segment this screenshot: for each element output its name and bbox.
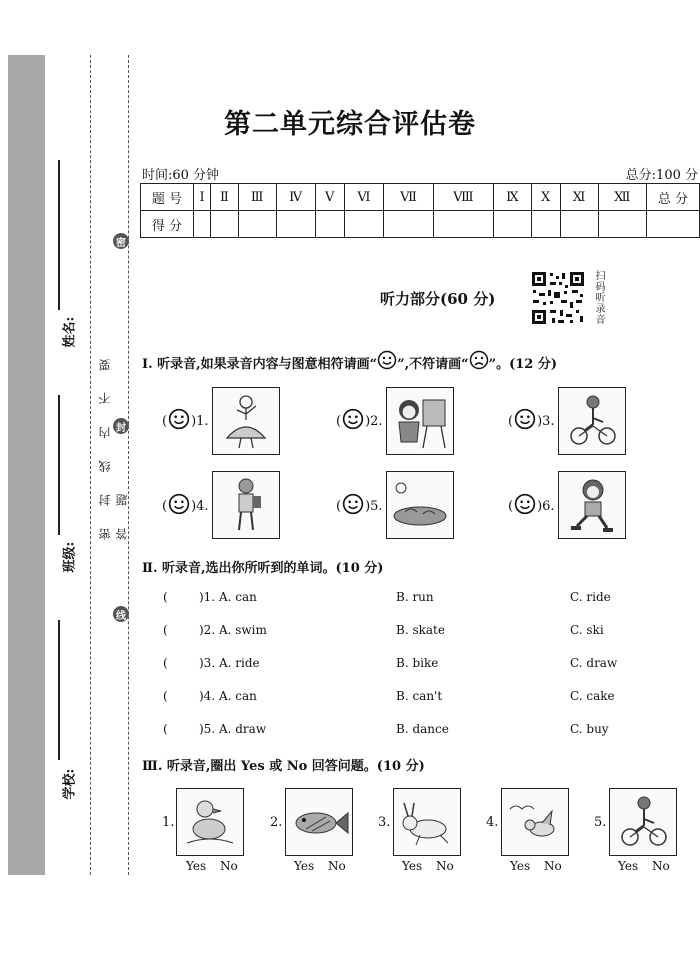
option-c: C. cake: [570, 689, 615, 703]
option-c: C. buy: [570, 722, 609, 736]
listening-heading: 听力部分(60 分): [380, 290, 496, 308]
name-label: 姓名:: [62, 316, 78, 348]
item-number: 4.: [486, 815, 499, 830]
duck-picture: [176, 788, 244, 856]
painting-girl-picture: [386, 387, 454, 455]
score-cell[interactable]: [647, 211, 700, 238]
score-cell[interactable]: [194, 211, 211, 238]
item-number: 1.: [162, 815, 175, 830]
score-header-cell: Ⅶ: [384, 184, 434, 211]
no-option[interactable]: No: [328, 859, 346, 873]
item-number: 5.: [370, 498, 383, 514]
score-header-cell: Ⅸ: [493, 184, 531, 211]
item-number: 3.: [378, 815, 391, 830]
option-c: C. ride: [570, 590, 611, 604]
s1-item-5[interactable]: ( ) 5.: [336, 493, 383, 519]
skating-kid-picture: [558, 471, 626, 539]
backpack-boy-picture: [212, 471, 280, 539]
option-b: B. bike: [396, 656, 439, 670]
score-cell[interactable]: [384, 211, 434, 238]
smiley-icon: [514, 408, 536, 434]
item-number: 1.: [196, 413, 209, 429]
item-number: 5.: [594, 815, 607, 830]
score-cell[interactable]: [238, 211, 276, 238]
school-underline: [58, 620, 60, 760]
option-a: )3. A. ride: [199, 656, 260, 670]
pond-picture: [386, 471, 454, 539]
rabbit-picture: [393, 788, 461, 856]
class-underline: [58, 395, 60, 535]
yes-option[interactable]: Yes: [402, 859, 423, 873]
seal-instruction: 密 封 线 内 不 要 答 题: [98, 349, 129, 540]
seal-mi: 密: [113, 233, 129, 249]
score-cell[interactable]: [211, 211, 239, 238]
option-c: C. ski: [570, 623, 604, 637]
score-header-cell: Ⅲ: [238, 184, 276, 211]
item-number: 2.: [370, 413, 383, 429]
no-option[interactable]: No: [652, 859, 670, 873]
seal-feng: 封: [113, 418, 129, 434]
option-b: B. run: [396, 590, 434, 604]
s1-item-6[interactable]: ( ) 6.: [508, 493, 555, 519]
qr-code-icon[interactable]: [530, 270, 586, 326]
class-label: 班级:: [62, 541, 78, 573]
score-value-row: [141, 211, 700, 238]
score-cell[interactable]: [276, 211, 315, 238]
score-header-cell: Ⅴ: [315, 184, 344, 211]
option-c: C. draw: [570, 656, 618, 670]
score-header-cell: Ⅹ: [531, 184, 560, 211]
time-label: 时间:60 分钟: [142, 168, 220, 183]
smiley-icon: [342, 408, 364, 434]
seal-line-dashed: [90, 55, 91, 875]
smiley-icon: [168, 408, 190, 434]
item-number: 4.: [196, 498, 209, 514]
score-cell[interactable]: [560, 211, 598, 238]
score-header-cell: Ⅰ: [194, 184, 211, 211]
score-cell[interactable]: [493, 211, 531, 238]
score-header-cell: Ⅷ: [433, 184, 493, 211]
item-number: 2.: [270, 815, 283, 830]
no-option[interactable]: No: [544, 859, 562, 873]
yes-option[interactable]: Yes: [510, 859, 531, 873]
s2-question-3[interactable]: ( )3. A. ride: [163, 656, 260, 670]
option-b: B. dance: [396, 722, 449, 736]
item-number: 6.: [542, 498, 555, 514]
binding-strip: [8, 55, 45, 875]
no-option[interactable]: No: [436, 859, 454, 873]
score-cell[interactable]: [315, 211, 344, 238]
score-header-cell: Ⅵ: [344, 184, 383, 211]
score-table: [140, 183, 700, 238]
yes-option[interactable]: Yes: [186, 859, 207, 873]
option-a: )5. A. draw: [199, 722, 267, 736]
section-2-heading: Ⅱ. 听录音,选出你所听到的单词。(10 分): [142, 561, 384, 576]
seal-xian: 线: [113, 606, 129, 622]
school-label: 学校:: [62, 768, 78, 800]
ballet-dancer-picture: [212, 387, 280, 455]
s2-question-4[interactable]: ( )4. A. can: [163, 689, 257, 703]
score-header-cell: Ⅱ: [211, 184, 239, 211]
s1-item-3[interactable]: ( ) 3.: [508, 408, 555, 434]
section-1-heading-post: ”。(12 分): [488, 356, 558, 372]
option-b: B. skate: [396, 623, 445, 637]
total-label: 总分:100 分: [625, 168, 698, 183]
score-header-cell: 总 分: [647, 184, 700, 211]
s1-item-2[interactable]: ( ) 2.: [336, 408, 383, 434]
score-cell[interactable]: [531, 211, 560, 238]
smiley-icon: [514, 493, 536, 519]
s1-item-4[interactable]: ( ) 4.: [162, 493, 209, 519]
name-underline: [58, 160, 60, 310]
section-1-heading: [142, 350, 557, 374]
fish-picture: [285, 788, 353, 856]
option-a: )2. A. swim: [199, 623, 267, 637]
score-header-cell: Ⅳ: [276, 184, 315, 211]
yes-option[interactable]: Yes: [294, 859, 315, 873]
bike-child-picture: [609, 788, 677, 856]
section-3-heading: Ⅲ. 听录音,圈出 Yes 或 No 回答问题。(10 分): [142, 759, 425, 774]
smiley-icon: [168, 493, 190, 519]
option-a: )1. A. can: [199, 590, 257, 604]
bike-child-picture: [558, 387, 626, 455]
option-b: B. can't: [396, 689, 443, 703]
section-1-heading-pre: Ⅰ. 听录音,如果录音内容与图意相符请画“: [142, 356, 378, 372]
yes-option[interactable]: Yes: [618, 859, 639, 873]
birds-picture: [501, 788, 569, 856]
option-a: )4. A. can: [199, 689, 257, 703]
no-option[interactable]: No: [220, 859, 238, 873]
score-cell[interactable]: [344, 211, 383, 238]
score-header-cell: Ⅺ: [560, 184, 598, 211]
item-number: 3.: [542, 413, 555, 429]
frown-icon: [469, 350, 489, 374]
s2-question-5[interactable]: ( )5. A. draw: [163, 722, 267, 736]
score-row-label: 得 分: [141, 211, 194, 238]
s1-item-1[interactable]: ( ) 1.: [162, 408, 209, 434]
page-title: 第二单元综合评估卷: [224, 109, 476, 140]
score-cell[interactable]: [433, 211, 493, 238]
seal-line-dashed-inner: [128, 55, 129, 875]
score-header-row: [141, 184, 700, 211]
s2-question-1[interactable]: ( )1. A. can: [163, 590, 257, 604]
section-1-heading-mid: ”,不符请画“: [397, 356, 469, 372]
score-header-cell: Ⅻ: [598, 184, 646, 211]
qr-caption: 扫码听录音: [593, 270, 604, 325]
smiley-icon: [342, 493, 364, 519]
score-header-cell: 题 号: [141, 184, 194, 211]
smiley-icon: [377, 350, 397, 374]
s2-question-2[interactable]: ( )2. A. swim: [163, 623, 267, 637]
score-cell[interactable]: [598, 211, 646, 238]
